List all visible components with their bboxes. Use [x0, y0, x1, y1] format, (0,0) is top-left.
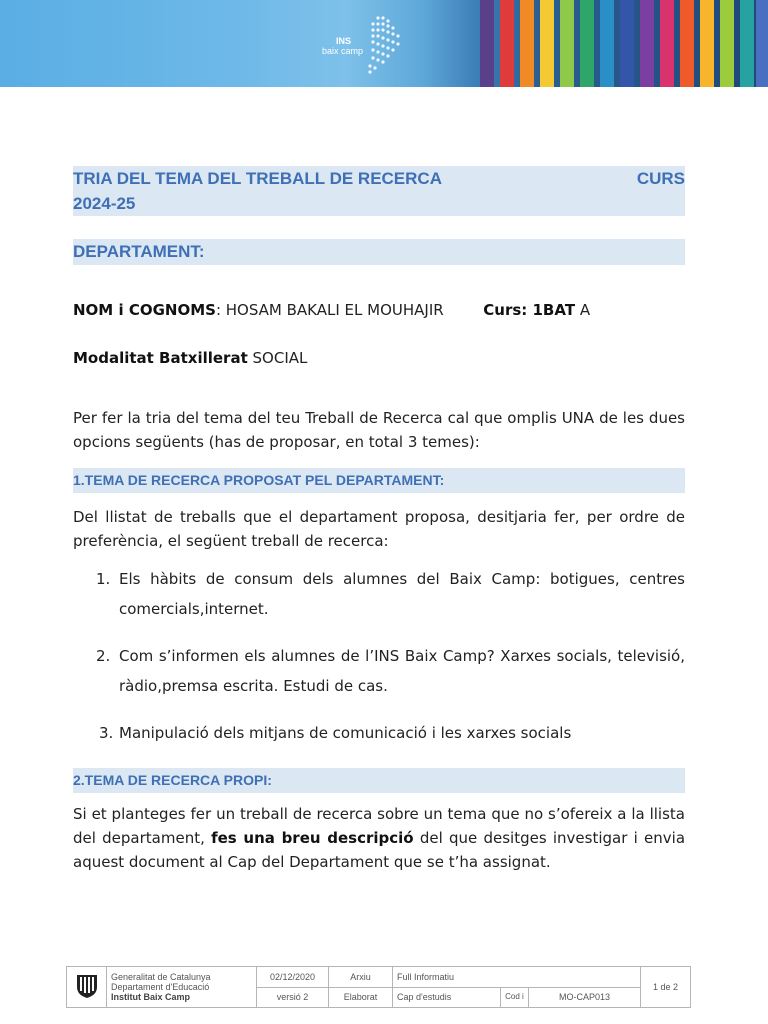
- footer-version: versió 2: [257, 987, 329, 1008]
- name-value: : HOSAM BAKALI EL MOUHAJIR: [215, 301, 444, 319]
- title-school-year: 2024-25: [73, 194, 136, 213]
- footer-org-line2: Departament d'Educació: [111, 982, 210, 992]
- list-item-text: Com s’informen els alumnes de l’INS Baix Camp? Xarxes socials, televisió, ràdio,premsa escrita. Estudi de cas.: [119, 647, 685, 695]
- modality-line: [73, 346, 685, 370]
- generalitat-seal-icon: [75, 973, 99, 999]
- list-item-text: Manipulació dels mitjans de comunicació i les xarxes socials: [119, 724, 572, 742]
- logo-text-baix-camp: baix camp: [322, 46, 364, 56]
- header-banner: [0, 0, 768, 87]
- section2-text-before: Si et planteges fer un treball de recerca sobre un tema que no s’ofereix a la llista del departament,: [73, 805, 685, 847]
- logo-text-ins: INS: [336, 36, 352, 46]
- footer-date: 02/12/2020: [257, 967, 329, 988]
- section1-heading-band: [73, 468, 685, 493]
- department-band: [73, 239, 685, 265]
- section2-paragraph: [73, 802, 685, 874]
- footer-seal-cell: [67, 967, 107, 1008]
- section2-heading: 2.TEMA DE RECERCA PROPI:: [73, 772, 272, 788]
- curs-label: Curs: 1BAT: [483, 301, 576, 319]
- footer-code-label: Cod i: [501, 987, 529, 1008]
- footer-org-cell: [107, 967, 257, 1008]
- section2-text-after: del que desitges investigar i envia aquest document al Cap del Departament que se t’ha assignat.: [73, 829, 686, 871]
- name-label: NOM i COGNOMS: [73, 301, 216, 319]
- title-curs-label: CURS: [636, 169, 685, 188]
- modality-label: Modalitat Batxillerat: [73, 349, 248, 367]
- list-item-number: 2.: [96, 647, 111, 665]
- section1-heading: 1.TEMA DE RECERCA PROPOSAT PEL DEPARTAMENT:: [73, 472, 445, 488]
- intro-paragraph: Per fer la tria del tema del teu Treball de Recerca cal que omplis UNA de les dues opcions següents (has de proposar, en total 3 temes):: [73, 409, 685, 451]
- footer-page: 1 de 2: [641, 967, 691, 1008]
- logo-text: [322, 36, 363, 56]
- list-item-text: Els hàbits de consum dels alumnes del Baix Camp: botigues, centres comercials,internet.: [119, 570, 685, 618]
- title-band: [73, 166, 685, 216]
- section2-heading-band: [73, 768, 685, 793]
- document-title: TRIA DEL TEMA DEL TREBALL DE RECERCA: [73, 169, 442, 188]
- footer-archive: Arxiu: [329, 967, 393, 988]
- student-line: [73, 298, 685, 322]
- footer-author: Cap d'estudis: [393, 987, 501, 1008]
- section2-text-bold: fes una breu descripció: [211, 829, 414, 847]
- footer-org-line1: Generalitat de Catalunya: [111, 972, 211, 982]
- footer-code: MO-CAP013: [529, 987, 641, 1008]
- footer-org-line3: Institut Baix Camp: [111, 992, 191, 1002]
- list-item: [96, 564, 685, 624]
- modality-value: SOCIAL: [247, 349, 308, 367]
- footer-table: [66, 966, 691, 1008]
- curs-value: A: [575, 301, 591, 319]
- list-item: [99, 718, 688, 748]
- rainbow-stripes-image: [470, 0, 768, 87]
- footer-prepared: Elaborat: [329, 987, 393, 1008]
- list-item: [96, 641, 685, 701]
- list-item-number: 1.: [96, 570, 111, 588]
- footer-doc-type: Full Informatiu: [393, 967, 641, 988]
- section1-paragraph: Del llistat de treballs que el departament proposa, desitjaria fer, per ordre de preferència, el següent treball de recerca:: [73, 508, 685, 550]
- department-label: DEPARTAMENT:: [73, 242, 205, 261]
- list-item-number: 3.: [99, 724, 114, 742]
